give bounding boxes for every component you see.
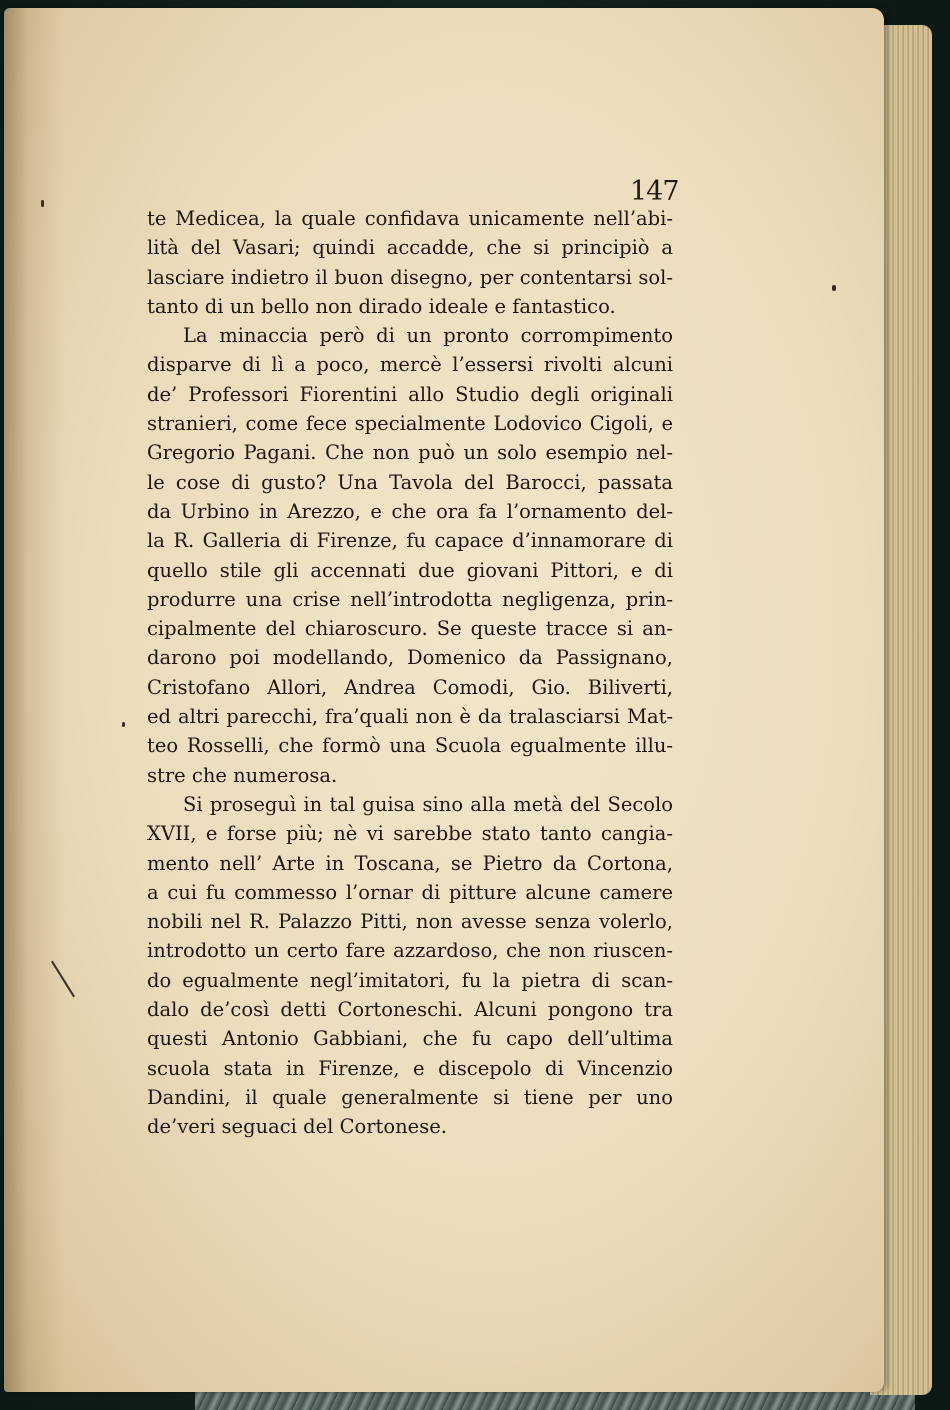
- page-number: 147: [630, 176, 679, 207]
- text-line: de’ Professori Fiorentini allo Studio degli originali: [147, 382, 673, 406]
- text-line: questi Antonio Gabbiani, che fu capo dell’ultima: [147, 1027, 673, 1051]
- text-line: La minaccia però di un pronto corrompimento: [183, 324, 673, 348]
- text-line: Cristofano Allori, Andrea Comodi, Gio. Biliverti,: [147, 675, 673, 699]
- text-line: darono poi modellando, Domenico da Passignano,: [147, 646, 673, 670]
- text-line: produrre una crise nell’introdotta negligenza, prin-: [147, 587, 673, 611]
- text-line: lità del Vasari; quindi accadde, che si principiò a: [147, 236, 673, 260]
- text-line: Si proseguì in tal guisa sino alla metà del Secolo: [183, 792, 673, 816]
- text-line: la R. Galleria di Firenze, fu capace d’innamorare di: [147, 529, 673, 553]
- text-line: Dandini, il quale generalmente si tiene per uno: [147, 1085, 673, 1109]
- body-text: [147, 204, 673, 1142]
- text-line: do egualmente negl’imitatori, fu la pietra di scan-: [147, 968, 673, 992]
- text-line: stre che numerosa.: [147, 763, 338, 787]
- margin-dot: [832, 285, 836, 291]
- text-line: XVII, e forse più; nè vi sarebbe stato tanto cangia-: [147, 822, 673, 846]
- margin-dot: [122, 722, 125, 727]
- text-line: cipalmente del chiaroscuro. Se queste tracce si an-: [147, 617, 673, 641]
- text-line: le cose di gusto? Una Tavola del Barocci, passata: [147, 470, 673, 494]
- margin-dot: [41, 200, 44, 207]
- text-line: disparve di lì a poco, mercè l’essersi rivolti alcuni: [147, 353, 673, 377]
- text-line: da Urbino in Arezzo, e che ora fa l’ornamento del-: [147, 499, 673, 523]
- text-line: scuola stata in Firenze, e discepolo di Vincenzio: [147, 1056, 673, 1080]
- text-line: te Medicea, la quale confidava unicamente nell’abi-: [147, 207, 673, 230]
- text-line: quello stile gli accennati due giovani Pittori, e di: [147, 558, 673, 582]
- page-gutter-shadow: [4, 8, 64, 1392]
- text-line: nobili nel R. Palazzo Pitti, non avesse senza volerlo,: [147, 910, 673, 934]
- text-line: stranieri, come fece specialmente Lodovico Cigoli, e: [147, 412, 673, 436]
- text-line: teo Rosselli, che formò una Scuola egualmente illu-: [147, 734, 673, 758]
- text-line: introdotto un certo fare azzardoso, che non riuscen-: [147, 939, 673, 963]
- text-line: lasciare indietro il buon disegno, per contentarsi sol-: [147, 265, 673, 289]
- text-line: Gregorio Pagani. Che non può un solo esempio nel-: [147, 441, 673, 465]
- text-line: tanto di un bello non dirado ideale e fantastico.: [147, 294, 616, 318]
- text-line: ed altri parecchi, fra’quali non è da tralasciarsi Mat-: [147, 705, 673, 729]
- text-line: de’veri seguaci del Cortonese.: [147, 1115, 447, 1139]
- text-line: dalo de’così detti Cortoneschi. Alcuni pongono tra: [147, 998, 673, 1022]
- text-line: a cui fu commesso l’ornar di pitture alcune camere: [147, 880, 673, 904]
- text-line: mento nell’ Arte in Toscana, se Pietro da Cortona,: [147, 851, 673, 875]
